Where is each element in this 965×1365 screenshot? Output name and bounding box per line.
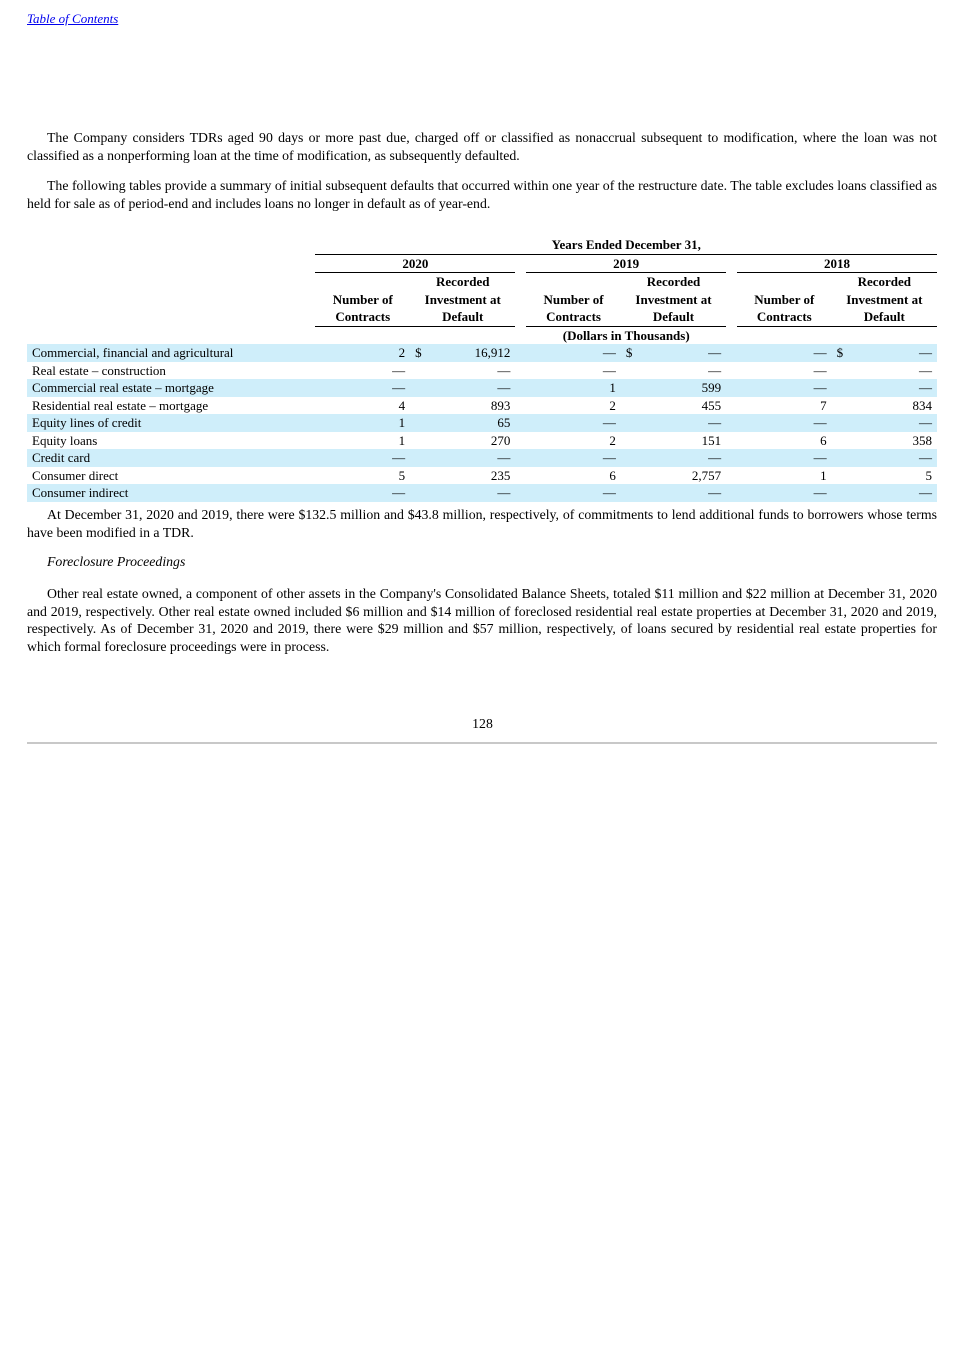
number-of-contracts-cell: 1 <box>820 467 827 483</box>
col-recorded-investment: Recorded Investment at Default <box>832 273 937 327</box>
recorded-investment-cell: 893 <box>490 397 511 413</box>
table-row <box>27 414 937 432</box>
number-of-contracts-cell: — <box>737 344 832 362</box>
col-number-of-contracts: Number of Contracts <box>315 273 410 327</box>
recorded-investment-cell: 358 <box>912 432 932 448</box>
recorded-investment-cell: — <box>919 362 932 378</box>
number-of-contracts-cell: — <box>315 449 410 467</box>
recorded-investment-cell: — <box>850 484 937 502</box>
row-label: Equity lines of credit <box>27 414 315 432</box>
recorded-investment-cell: 16,912 <box>428 344 515 362</box>
number-of-contracts-cell: — <box>526 484 621 502</box>
number-of-contracts-cell: — <box>737 379 832 397</box>
number-of-contracts-cell: — <box>602 362 616 378</box>
recorded-investment-cell: — <box>639 414 726 432</box>
col-number-of-contracts: Number of Contracts <box>737 273 832 327</box>
row-label: Real estate – construction <box>32 362 166 378</box>
number-of-contracts-cell: 6 <box>609 467 616 483</box>
row-label: Commercial, financial and agricultural <box>27 344 315 362</box>
number-of-contracts-cell: 1 <box>526 379 621 397</box>
recorded-investment-cell: 65 <box>428 414 515 432</box>
year-header-2018: 2018 <box>737 254 937 273</box>
number-of-contracts-cell: — <box>737 484 832 502</box>
row-label: Residential real estate – mortgage <box>32 397 209 413</box>
dollar-sign <box>410 397 428 415</box>
number-of-contracts-cell: 6 <box>820 432 827 448</box>
dollar-sign <box>621 414 639 432</box>
recorded-investment-cell: — <box>428 379 515 397</box>
units-label: (Dollars in Thousands) <box>562 327 690 343</box>
recorded-investment-cell: 599 <box>639 379 726 397</box>
row-label: Consumer direct <box>32 467 119 483</box>
number-of-contracts-cell: — <box>315 379 410 397</box>
row-label: Credit card <box>27 449 315 467</box>
page-divider <box>27 742 937 744</box>
recorded-investment-cell: 2,757 <box>691 467 722 483</box>
year-header-row <box>27 254 937 273</box>
dollar-sign <box>621 484 639 502</box>
dollar-sign: $ <box>832 344 850 362</box>
paragraph-foreclosure: Other real estate owned, a component of other assets in the Company's Consolidated Balance Sheets, totaled $11 million and $22 million at December 31, 2020 and 2019, respectively. Other real estate owned included $6 million and $14 million of foreclosed residential real estate properties at December 31, 2020 and 2019, respectively. As of December 31, 2020 and 2019, there were $29 million and $57 million, respectively, of loans secured by residential real estate properties for which formal foreclosure proceedings were in process. <box>27 586 937 654</box>
dollar-sign <box>832 449 850 467</box>
number-of-contracts-cell: — <box>526 414 621 432</box>
year-header-2019: 2019 <box>526 254 726 273</box>
dollar-sign <box>621 362 639 380</box>
recorded-investment-cell: — <box>428 484 515 502</box>
recorded-investment-cell: — <box>850 414 937 432</box>
number-of-contracts-cell: 7 <box>820 397 827 413</box>
row-label: Consumer indirect <box>27 484 315 502</box>
recorded-investment-cell: — <box>428 449 515 467</box>
table-row <box>27 397 937 415</box>
recorded-investment-cell: 5 <box>925 467 932 483</box>
col-recorded-investment: Recorded Investment at Default <box>621 273 726 327</box>
dollar-sign <box>832 414 850 432</box>
paragraph-table-intro: The following tables provide a summary of initial subsequent defaults that occurred within one year of the restructure date. The table excludes loans classified as held for sale as of period-end and includes loans no longer in default as of year-end. <box>27 178 937 211</box>
recorded-investment-cell: — <box>639 484 726 502</box>
column-header-row <box>27 273 937 327</box>
recorded-investment-cell: 455 <box>701 397 722 413</box>
dollar-sign: $ <box>621 344 639 362</box>
dollar-sign <box>621 467 639 485</box>
recorded-investment-cell: 834 <box>912 397 932 413</box>
table-of-contents-link[interactable]: Table of Contents <box>27 11 119 26</box>
recorded-investment-cell: — <box>850 379 937 397</box>
period-header-row <box>27 236 937 254</box>
table-row <box>27 362 937 380</box>
dollar-sign <box>410 467 428 485</box>
col-recorded-investment: Recorded Investment at Default <box>410 273 515 327</box>
dollar-sign <box>832 362 850 380</box>
dollar-sign <box>621 432 639 450</box>
dollar-sign <box>832 467 850 485</box>
paragraph-tdr-default-definition: The Company considers TDRs aged 90 days or more past due, charged off or classified as nonaccrual subsequent to modification, where the loan was not classified as a nonperforming loan at the time of modification, as subsequently defaulted. <box>27 130 937 163</box>
dollar-sign <box>832 379 850 397</box>
period-header: Years Ended December 31, <box>315 236 937 254</box>
number-of-contracts-cell: — <box>526 449 621 467</box>
table-row <box>27 467 937 485</box>
number-of-contracts-cell: — <box>737 414 832 432</box>
recorded-investment-cell: — <box>850 449 937 467</box>
number-of-contracts-cell: — <box>813 362 827 378</box>
recorded-investment-cell: — <box>639 344 726 362</box>
recorded-investment-cell: 270 <box>490 432 511 448</box>
subsequent-defaults-table <box>27 236 937 502</box>
number-of-contracts-cell: 4 <box>398 397 406 413</box>
row-label: Commercial real estate – mortgage <box>27 379 315 397</box>
number-of-contracts-cell: — <box>737 449 832 467</box>
recorded-investment-cell: — <box>497 362 511 378</box>
recorded-investment-cell: — <box>639 449 726 467</box>
number-of-contracts-cell: 1 <box>398 432 406 448</box>
number-of-contracts-cell: 5 <box>398 467 406 483</box>
units-row <box>27 326 937 344</box>
year-header-2020: 2020 <box>315 254 515 273</box>
table-row <box>27 379 937 397</box>
paragraph-commitments: At December 31, 2020 and 2019, there were $132.5 million and $43.8 million, respectively, of commitments to lend additional funds to borrowers whose terms have been modified in a TDR. <box>27 507 937 540</box>
table-row <box>27 432 937 450</box>
dollar-sign <box>410 432 428 450</box>
number-of-contracts-cell: 2 <box>609 432 616 448</box>
dollar-sign: $ <box>410 344 428 362</box>
dollar-sign <box>832 397 850 415</box>
dollar-sign <box>410 379 428 397</box>
number-of-contracts-cell: 2 <box>609 397 616 413</box>
row-label: Equity loans <box>32 432 98 448</box>
table-row <box>27 344 937 362</box>
dollar-sign <box>621 397 639 415</box>
table-row <box>27 449 937 467</box>
col-number-of-contracts: Number of Contracts <box>526 273 621 327</box>
recorded-investment-cell: 151 <box>701 432 722 448</box>
table-row <box>27 484 937 502</box>
dollar-sign <box>621 449 639 467</box>
number-of-contracts-cell: — <box>392 362 406 378</box>
number-of-contracts-cell: 2 <box>315 344 410 362</box>
number-of-contracts-cell: 1 <box>315 414 410 432</box>
foreclosure-heading: Foreclosure Proceedings <box>47 554 186 569</box>
dollar-sign <box>832 432 850 450</box>
dollar-sign <box>410 414 428 432</box>
recorded-investment-cell: — <box>850 344 937 362</box>
page-number: 128 <box>472 716 493 731</box>
number-of-contracts-cell: — <box>315 484 410 502</box>
recorded-investment-cell: — <box>708 362 722 378</box>
number-of-contracts-cell: — <box>526 344 621 362</box>
dollar-sign <box>410 449 428 467</box>
dollar-sign <box>410 484 428 502</box>
recorded-investment-cell: 235 <box>490 467 511 483</box>
dollar-sign <box>832 484 850 502</box>
dollar-sign <box>410 362 428 380</box>
dollar-sign <box>621 379 639 397</box>
